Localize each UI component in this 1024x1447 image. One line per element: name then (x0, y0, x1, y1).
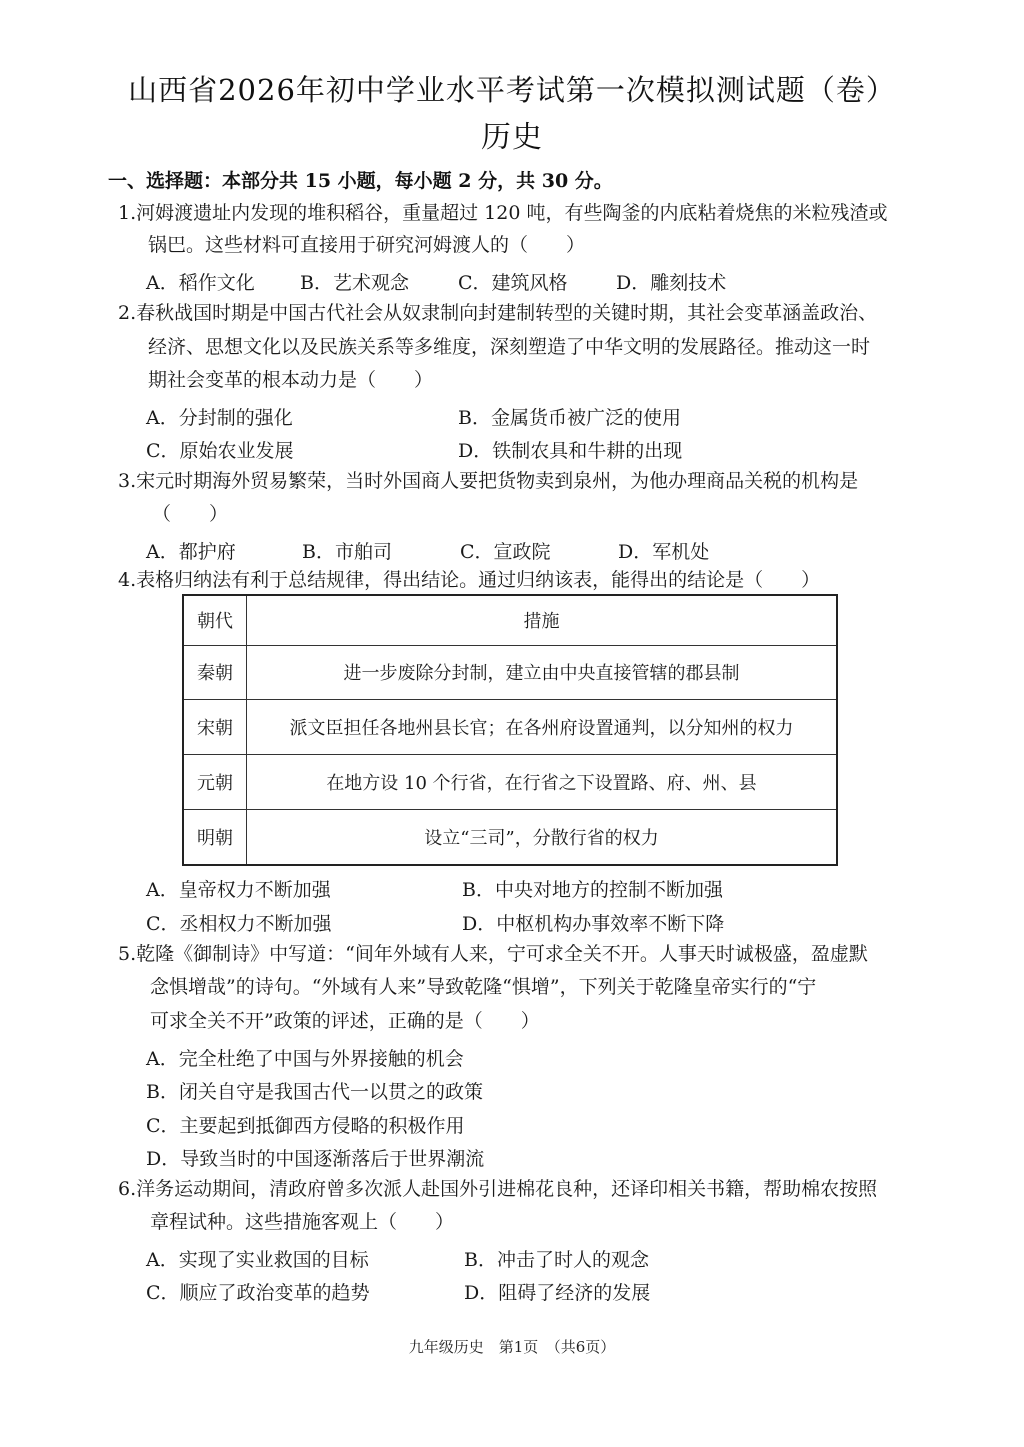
question-6-line-1: 6.洋务运动期间，清政府曾多次派人赴国外引进棉花良种，还译印相关书籍，帮助棉农按照 (118, 1178, 878, 1200)
question-3-option-b: B．市舶司 (302, 541, 392, 563)
question-1-option-b: B．艺术观念 (300, 272, 409, 294)
question-2-option-c: C．原始农业发展 (146, 440, 294, 462)
question-4-line-1: 4.表格归纳法有利于总结规律，得出结论。通过归纳该表，能得出的结论是（ ） (118, 569, 821, 591)
exam-title: 山西省2026年初中学业水平考试第一次模拟测试题（卷） (128, 73, 896, 107)
question-2-line-2: 经济、思想文化以及民族关系等多维度，深刻塑造了中华文明的发展路径。推动这一时 (148, 336, 871, 358)
table-cell-dynasty: 秦朝 (183, 645, 247, 700)
question-2-line-1: 2.春秋战国时期是中国古代社会从奴隶制向封建制转型的关键时期，其社会变革涵盖政治、 (118, 302, 878, 324)
question-1-option-a: A．稻作文化 (146, 272, 255, 294)
question-1-line-1: 1.河姆渡遗址内发现的堆积稻谷，重量超过 120 吨，有些陶釜的内底粘着烧焦的米粒残渣或 (118, 202, 888, 224)
question-1-line-2: 锅巴。这些材料可直接用于研究河姆渡人的（ ） (148, 234, 586, 256)
question-6-option-c: C．顺应了政治变革的趋势 (146, 1282, 370, 1304)
table-header-dynasty: 朝代 (183, 595, 247, 645)
table-cell-dynasty: 宋朝 (183, 700, 247, 755)
question-2-option-d: D．铁制农具和牛耕的出现 (458, 440, 683, 462)
question-3-option-a: A．都护府 (146, 541, 236, 563)
question-3-option-c: C．宣政院 (460, 541, 551, 563)
question-6-option-a: A．实现了实业救国的目标 (146, 1249, 369, 1271)
question-2-line-3: 期社会变革的根本动力是（ ） (148, 369, 434, 391)
table-cell-dynasty: 元朝 (183, 754, 247, 809)
measures-table (182, 594, 838, 866)
table-header-measures: 措施 (247, 595, 838, 645)
question-6-line-2: 章程试种。这些措施客观上（ ） (150, 1211, 455, 1233)
question-1-option-c: C．建筑风格 (458, 272, 568, 294)
section-heading: 一、选择题：本部分共 15 小题，每小题 2 分，共 30 分。 (108, 170, 613, 192)
subject-title: 历史 (481, 120, 543, 155)
question-5-line-1: 5.乾隆《御制诗》中写道：“间年外域有人来，宁可求全关不开。人事天时诚极盛，盈虚默 (118, 943, 868, 965)
table-cell-measure: 进一步废除分封制，建立由中央直接管辖的郡县制 (247, 645, 838, 700)
question-5-option-d: D．导致当时的中国逐渐落后于世界潮流 (146, 1148, 485, 1170)
question-5-option-b: B．闭关自守是我国古代一以贯之的政策 (146, 1081, 483, 1103)
question-4-option-b: B．中央对地方的控制不断加强 (462, 879, 723, 901)
table-cell-measure: 在地方设 10 个行省，在行省之下设置路、府、州、县 (247, 754, 838, 809)
question-5-line-3: 可求全关不开”政策的评述，正确的是（ ） (150, 1010, 540, 1032)
table-cell-dynasty: 明朝 (183, 809, 247, 865)
table-cell-measure: 设立“三司”，分散行省的权力 (247, 809, 838, 865)
table-header-row (183, 595, 837, 645)
question-6-option-d: D．阻碍了经济的发展 (464, 1282, 651, 1304)
table-cell-measure: 派文臣担任各地州县长官；在各州府设置通判，以分知州的权力 (247, 700, 838, 755)
question-6-option-b: B．冲击了时人的观念 (464, 1249, 649, 1271)
question-2-option-b: B．金属货币被广泛的使用 (458, 407, 681, 429)
question-4-option-c: C．丞相权力不断加强 (146, 913, 332, 935)
question-5-line-2: 念惧增哉”的诗句。“外域有人来”导致乾隆“惧增”，下列关于乾隆皇帝实行的“宁 (150, 976, 817, 998)
table-row (183, 645, 837, 700)
question-3-line-1: 3.宋元时期海外贸易繁荣，当时外国商人要把货物卖到泉州，为他办理商品关税的机构是 (118, 470, 859, 492)
table-row (183, 700, 837, 755)
question-3-option-d: D．军机处 (618, 541, 710, 563)
question-5-option-a: A．完全杜绝了中国与外界接触的机会 (146, 1048, 464, 1070)
question-3-line-2: （ ） (152, 503, 229, 525)
table-row (183, 754, 837, 809)
question-4-option-d: D．中枢机构办事效率不断下降 (462, 913, 725, 935)
page-footer: 九年级历史 第1页 （共6页） (408, 1338, 616, 1356)
question-1-option-d: D．雕刻技术 (616, 272, 727, 294)
table-row (183, 809, 837, 865)
question-5-option-c: C．主要起到抵御西方侵略的积极作用 (146, 1115, 465, 1137)
question-4-option-a: A．皇帝权力不断加强 (146, 879, 331, 901)
question-2-option-a: A．分封制的强化 (146, 407, 293, 429)
